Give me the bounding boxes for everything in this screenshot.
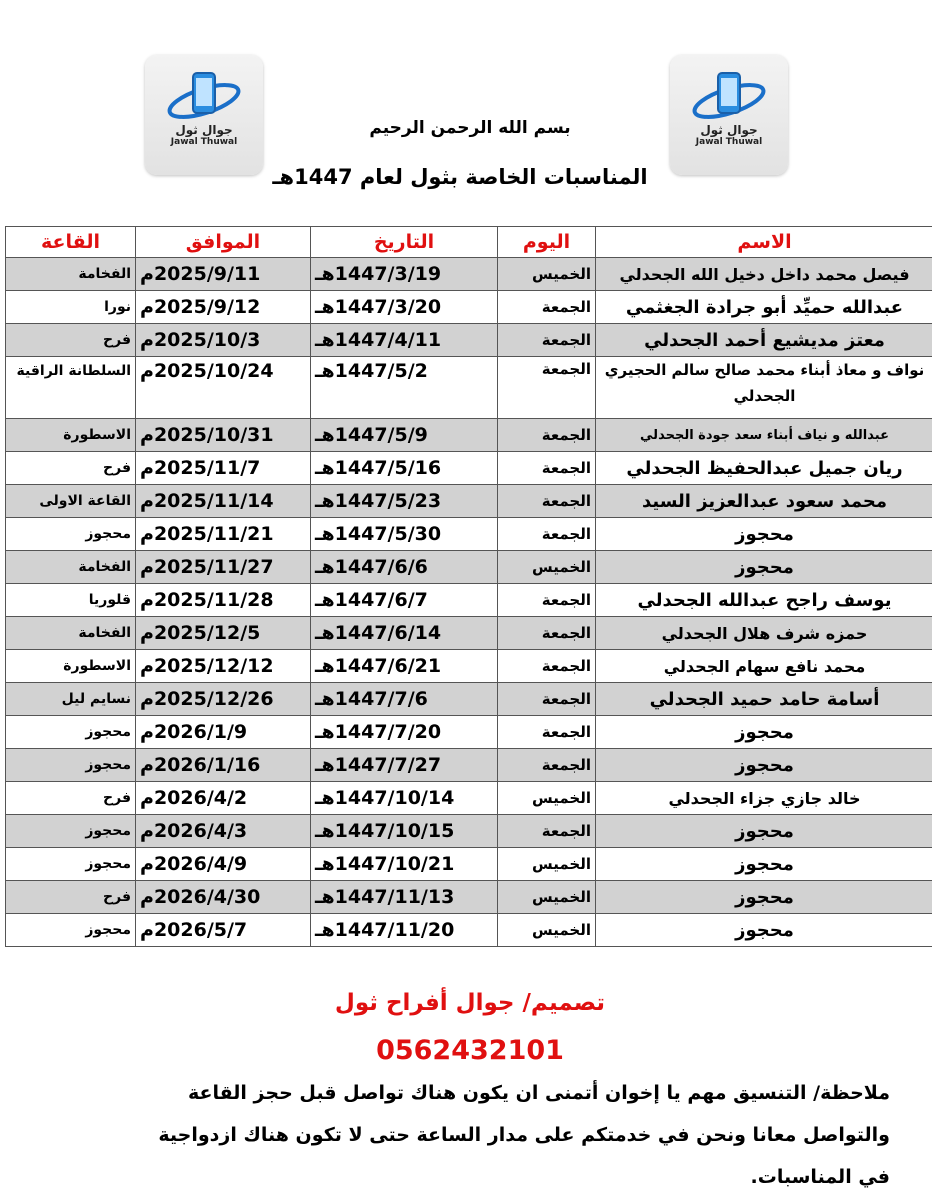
- phone-logo-icon: [689, 69, 769, 125]
- header-gregorian-date: الموافق: [136, 227, 311, 258]
- table-row: [6, 419, 932, 452]
- cell-gregorian-date: 2025/11/14م: [136, 485, 311, 518]
- cell-hijri-date: 1447/5/23هـ: [311, 485, 498, 518]
- table-row: [6, 324, 932, 357]
- cell-hall: محجوز: [6, 848, 136, 881]
- phone-number: 0562432101: [376, 1035, 564, 1066]
- table-row: [6, 782, 932, 815]
- cell-hijri-date: 1447/6/7هـ: [311, 584, 498, 617]
- design-credit: تصميم/ جوال أفراح ثول: [334, 990, 606, 1016]
- cell-day: الجمعة: [498, 291, 596, 324]
- cell-hijri-date: 1447/4/11هـ: [311, 324, 498, 357]
- cell-hall: محجوز: [6, 914, 136, 947]
- table-row: [6, 258, 932, 291]
- cell-name: محجوز: [596, 716, 932, 749]
- table-row: [6, 518, 932, 551]
- cell-day: الخميس: [498, 782, 596, 815]
- cell-day: الخميس: [498, 914, 596, 947]
- note-text: ملاحظة/ التنسيق مهم يا إخوان أتمنى ان يكون هناك تواصل قبل حجز القاعة والتواصل معانا ونحن في خدمتكم على مدار الساعة حتى لا تكون هناك ازدواجية في المناسبات.: [158, 1082, 890, 1188]
- table-row: [6, 749, 932, 782]
- cell-gregorian-date: 2025/11/28م: [136, 584, 311, 617]
- cell-hall: فرح: [6, 782, 136, 815]
- logo-name-en: Jawal Thuwal: [170, 137, 238, 147]
- cell-gregorian-date: 2025/11/7م: [136, 452, 311, 485]
- cell-name: يوسف راجح عبدالله الجحدلي: [596, 584, 932, 617]
- cell-day: الخميس: [498, 258, 596, 291]
- table-row: [6, 357, 932, 419]
- cell-name: محجوز: [596, 815, 932, 848]
- cell-hijri-date: 1447/3/19هـ: [311, 258, 498, 291]
- cell-hall: الفخامة: [6, 617, 136, 650]
- cell-name: محجوز: [596, 914, 932, 947]
- cell-day: الخميس: [498, 848, 596, 881]
- cell-hall: السلطانة الراقية: [6, 357, 136, 419]
- header-hijri-date: التاريخ: [311, 227, 498, 258]
- cell-name: محجوز: [596, 848, 932, 881]
- cell-name: محمد سعود عبدالعزيز السيد: [596, 485, 932, 518]
- logo-left: [145, 55, 263, 175]
- cell-hijri-date: 1447/7/27هـ: [311, 749, 498, 782]
- cell-hall: الاسطورة: [6, 419, 136, 452]
- cell-hijri-date: 1447/10/14هـ: [311, 782, 498, 815]
- cell-day: الجمعة: [498, 584, 596, 617]
- table-row: [6, 815, 932, 848]
- table-row: [6, 716, 932, 749]
- cell-hall: محجوز: [6, 716, 136, 749]
- cell-name: حمزه شرف هلال الجحدلي: [596, 617, 932, 650]
- cell-day: الجمعة: [498, 815, 596, 848]
- cell-name: عبدالله حميِّد أبو جرادة الجغثمي: [596, 291, 932, 324]
- table-row: [6, 683, 932, 716]
- cell-gregorian-date: 2026/1/16م: [136, 749, 311, 782]
- cell-day: الجمعة: [498, 716, 596, 749]
- cell-hall: محجوز: [6, 749, 136, 782]
- table-row: [6, 650, 932, 683]
- cell-name: محجوز: [596, 518, 932, 551]
- table-row: [6, 584, 932, 617]
- cell-hall: فرح: [6, 452, 136, 485]
- events-table: [5, 226, 932, 947]
- cell-name: فيصل محمد داخل دخيل الله الجحدلي: [596, 258, 932, 291]
- cell-day: الجمعة: [498, 683, 596, 716]
- logo-name-ar: جوال ثول: [175, 123, 233, 137]
- table-row: [6, 914, 932, 947]
- cell-name: محجوز: [596, 881, 932, 914]
- cell-hijri-date: 1447/10/15هـ: [311, 815, 498, 848]
- cell-day: الجمعة: [498, 324, 596, 357]
- cell-day: الجمعة: [498, 419, 596, 452]
- cell-day: الجمعة: [498, 485, 596, 518]
- cell-day: الخميس: [498, 551, 596, 584]
- cell-hall: الفخامة: [6, 258, 136, 291]
- cell-gregorian-date: 2026/4/9م: [136, 848, 311, 881]
- bismillah: بسم الله الرحمن الرحيم: [369, 118, 571, 138]
- cell-name: محجوز: [596, 551, 932, 584]
- phone-logo-icon: [164, 69, 244, 125]
- cell-gregorian-date: 2025/11/27م: [136, 551, 311, 584]
- cell-gregorian-date: 2025/11/21م: [136, 518, 311, 551]
- cell-name: ريان جميل عبدالحفيظ الجحدلي: [596, 452, 932, 485]
- cell-gregorian-date: 2025/10/24م: [136, 357, 311, 419]
- cell-name: محمد نافع سهام الجحدلي: [596, 650, 932, 683]
- cell-hall: محجوز: [6, 518, 136, 551]
- cell-name: نواف و معاذ أبناء محمد صالح سالم الحجيري الجحدلي: [596, 357, 932, 419]
- logo-name-en: Jawal Thuwal: [695, 137, 763, 147]
- cell-name: معتز مديشيع أحمد الجحدلي: [596, 324, 932, 357]
- table-row: [6, 881, 932, 914]
- cell-hall: نورا: [6, 291, 136, 324]
- cell-hall: القاعة الاولى: [6, 485, 136, 518]
- cell-day: الخميس: [498, 881, 596, 914]
- cell-hijri-date: 1447/3/20هـ: [311, 291, 498, 324]
- table-row: [6, 617, 932, 650]
- cell-day: الجمعة: [498, 452, 596, 485]
- cell-day: الجمعة: [498, 518, 596, 551]
- cell-name: أسامة حامد حميد الجحدلي: [596, 683, 932, 716]
- cell-hijri-date: 1447/5/2هـ: [311, 357, 498, 419]
- header-hall: القاعة: [6, 227, 136, 258]
- cell-gregorian-date: 2026/4/2م: [136, 782, 311, 815]
- cell-hijri-date: 1447/6/14هـ: [311, 617, 498, 650]
- cell-hijri-date: 1447/5/30هـ: [311, 518, 498, 551]
- page-title: المناسبات الخاصة بثول لعام 1447هـ: [272, 165, 648, 189]
- logo-name-ar: جوال ثول: [700, 123, 758, 137]
- cell-gregorian-date: 2026/4/3م: [136, 815, 311, 848]
- cell-hall: نسايم ليل: [6, 683, 136, 716]
- cell-name: عبدالله و نياف أبناء سعد جودة الجحدلي: [596, 419, 932, 452]
- header-day: اليوم: [498, 227, 596, 258]
- table-row: [6, 291, 932, 324]
- cell-hall: الفخامة: [6, 551, 136, 584]
- cell-gregorian-date: 2025/10/3م: [136, 324, 311, 357]
- cell-hijri-date: 1447/6/6هـ: [311, 551, 498, 584]
- cell-gregorian-date: 2025/12/12م: [136, 650, 311, 683]
- table-row: [6, 485, 932, 518]
- cell-gregorian-date: 2026/4/30م: [136, 881, 311, 914]
- cell-day: الجمعة: [498, 357, 596, 419]
- cell-hijri-date: 1447/11/20هـ: [311, 914, 498, 947]
- cell-day: الجمعة: [498, 617, 596, 650]
- cell-hall: فرح: [6, 881, 136, 914]
- cell-gregorian-date: 2025/10/31م: [136, 419, 311, 452]
- table-header-row: [6, 227, 932, 258]
- cell-hall: فرح: [6, 324, 136, 357]
- cell-hall: قلوريا: [6, 584, 136, 617]
- header-name: الاسم: [596, 227, 932, 258]
- cell-hall: محجوز: [6, 815, 136, 848]
- cell-day: الجمعة: [498, 650, 596, 683]
- table-row: [6, 551, 932, 584]
- cell-gregorian-date: 2025/12/26م: [136, 683, 311, 716]
- cell-hijri-date: 1447/5/16هـ: [311, 452, 498, 485]
- cell-gregorian-date: 2026/5/7م: [136, 914, 311, 947]
- cell-hijri-date: 1447/10/21هـ: [311, 848, 498, 881]
- table-row: [6, 848, 932, 881]
- cell-hijri-date: 1447/7/20هـ: [311, 716, 498, 749]
- logo-right: [670, 55, 788, 175]
- cell-gregorian-date: 2025/9/11م: [136, 258, 311, 291]
- cell-hijri-date: 1447/6/21هـ: [311, 650, 498, 683]
- cell-gregorian-date: 2025/12/5م: [136, 617, 311, 650]
- cell-hijri-date: 1447/7/6هـ: [311, 683, 498, 716]
- cell-gregorian-date: 2025/9/12م: [136, 291, 311, 324]
- cell-name: خالد جازي جزاء الجحدلي: [596, 782, 932, 815]
- cell-gregorian-date: 2026/1/9م: [136, 716, 311, 749]
- cell-hijri-date: 1447/5/9هـ: [311, 419, 498, 452]
- cell-hijri-date: 1447/11/13هـ: [311, 881, 498, 914]
- cell-name: محجوز: [596, 749, 932, 782]
- table-row: [6, 452, 932, 485]
- cell-hall: الاسطورة: [6, 650, 136, 683]
- cell-day: الجمعة: [498, 749, 596, 782]
